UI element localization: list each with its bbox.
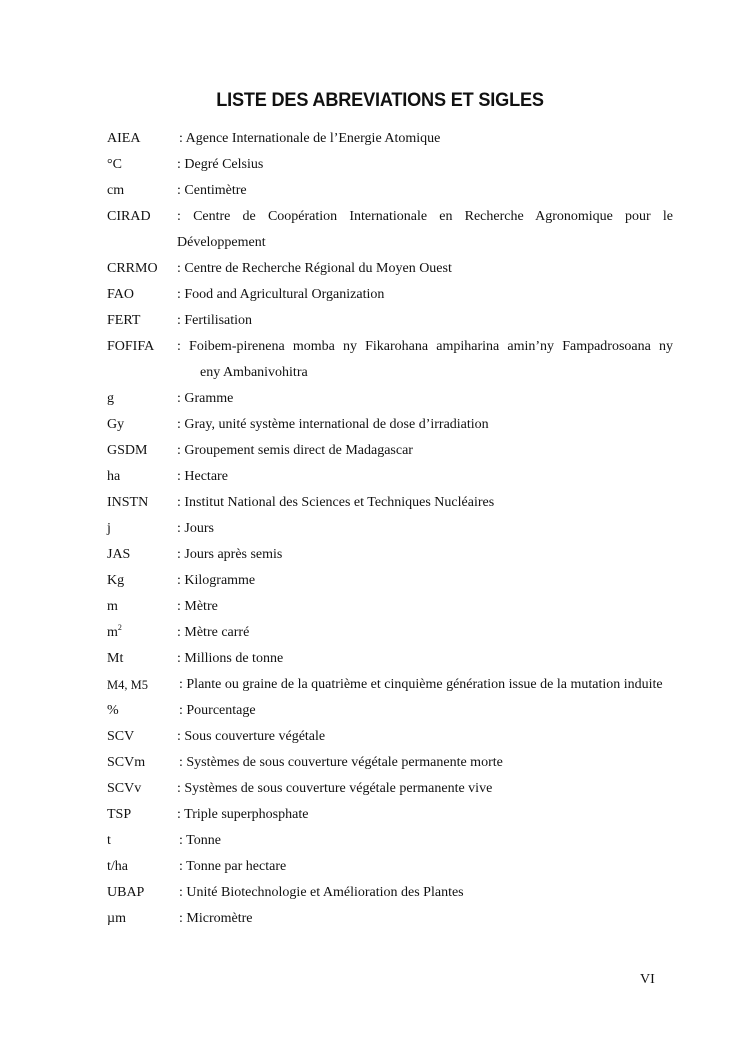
abbreviation-list — [107, 126, 673, 932]
definition: : Institut National des Sciences et Techniques Nucléaires — [177, 495, 495, 510]
abbreviation: cm — [107, 183, 125, 198]
abbreviation: UBAP — [107, 885, 145, 900]
list-item — [107, 906, 673, 932]
definition: : Mètre — [177, 599, 218, 614]
abbreviation: SCVv — [107, 781, 142, 796]
list-item — [107, 802, 673, 828]
list-item — [107, 282, 673, 308]
list-item — [107, 646, 673, 672]
abbreviation: j — [107, 521, 111, 536]
abbreviation: SCVm — [107, 755, 146, 770]
abbreviation: t — [107, 833, 111, 848]
abbreviation: t/ha — [107, 859, 128, 874]
abbreviation: AIEA — [107, 131, 141, 146]
definition: : Gray, unité système international de dose d’irradiation — [177, 417, 489, 432]
abbreviation: M4, M5 — [107, 678, 148, 692]
abbreviation: m — [107, 599, 118, 614]
abbreviation: CIRAD — [107, 209, 151, 224]
page-title: LISTE DES ABREVIATIONS ET SIGLES — [216, 89, 544, 111]
list-item — [107, 464, 673, 490]
definition: : Groupement semis direct de Madagascar — [177, 443, 413, 458]
page-number: VI — [640, 972, 655, 987]
definition: : Systèmes de sous couverture végétale permanente vive — [177, 781, 493, 796]
abbreviation: FOFIFA — [107, 339, 155, 354]
definition: : Degré Celsius — [177, 157, 264, 172]
abbreviation: GSDM — [107, 443, 148, 458]
definition: : Agence Internationale de l’Energie Atomique — [179, 131, 441, 146]
abbreviation: CRRMO — [107, 261, 158, 276]
list-item — [107, 334, 673, 386]
list-item — [107, 308, 673, 334]
abbreviation: Kg — [107, 573, 125, 588]
definition: : Micromètre — [179, 911, 253, 926]
definition: : Sous couverture végétale — [177, 729, 326, 744]
list-item — [107, 828, 673, 854]
abbreviation: SCV — [107, 729, 135, 744]
definition-line: : Foibem-pirenena momba ny Fikarohana ampiharina amin’ny Fampadrosoana ny — [177, 339, 673, 354]
definition: : Centimètre — [177, 183, 247, 198]
definition: : Jours après semis — [177, 547, 283, 562]
list-item — [107, 152, 673, 178]
abbreviation: FERT — [107, 313, 141, 328]
list-item — [107, 412, 673, 438]
list-item — [107, 126, 673, 152]
list-item — [107, 516, 673, 542]
abbreviation-base: m — [107, 625, 118, 640]
list-item — [107, 724, 673, 750]
definition: : Tonne — [179, 833, 221, 848]
list-item — [107, 698, 673, 724]
list-item — [107, 750, 673, 776]
abbreviation: TSP — [107, 807, 132, 822]
definition: : Millions de tonne — [177, 651, 284, 666]
list-item — [107, 178, 673, 204]
definition-continuation: eny Ambanivohitra — [200, 365, 308, 380]
abbreviation: g — [107, 391, 114, 406]
abbreviation: °C — [107, 157, 122, 172]
list-item — [107, 386, 673, 412]
definition: : Pourcentage — [179, 703, 256, 718]
list-item — [107, 620, 673, 646]
definition: : Fertilisation — [177, 313, 253, 328]
definition: : Kilogramme — [177, 573, 256, 588]
abbreviation: Gy — [107, 417, 125, 432]
list-item — [107, 594, 673, 620]
definition: : Gramme — [177, 391, 234, 406]
list-item — [107, 880, 673, 906]
definition — [177, 334, 673, 386]
abbreviation — [107, 620, 177, 646]
definition: : Mètre carré — [177, 625, 250, 640]
abbreviation-superscript: 2 — [117, 623, 122, 632]
list-item — [107, 776, 673, 802]
definition: : Systèmes de sous couverture végétale permanente morte — [179, 755, 503, 770]
abbreviation: % — [107, 703, 119, 718]
list-item — [107, 568, 673, 594]
definition: : Centre de Recherche Régional du Moyen Ouest — [177, 261, 452, 276]
list-item — [107, 256, 673, 282]
abbreviation: µm — [107, 911, 126, 926]
list-item — [107, 204, 673, 256]
definition: : Unité Biotechnologie et Amélioration des Plantes — [179, 885, 464, 900]
definition: : Food and Agricultural Organization — [177, 287, 385, 302]
abbreviation: FAO — [107, 287, 134, 302]
abbreviation: JAS — [107, 547, 131, 562]
list-item — [107, 438, 673, 464]
list-item — [107, 542, 673, 568]
abbreviation: ha — [107, 469, 121, 484]
definition: : Jours — [177, 521, 214, 536]
definition: : Centre de Coopération Internationale en Recherche Agronomique pour le Développement — [177, 209, 673, 250]
definition: : Hectare — [177, 469, 228, 484]
abbreviation: Mt — [107, 651, 124, 666]
list-item — [107, 854, 673, 880]
list-item — [107, 490, 673, 516]
definition: : Triple superphosphate — [177, 807, 309, 822]
definition: : Plante ou graine de la quatrième et cinquième génération issue de la mutation induite — [179, 677, 663, 692]
abbreviation: INSTN — [107, 495, 149, 510]
definition: : Tonne par hectare — [179, 859, 287, 874]
list-item — [107, 672, 673, 698]
